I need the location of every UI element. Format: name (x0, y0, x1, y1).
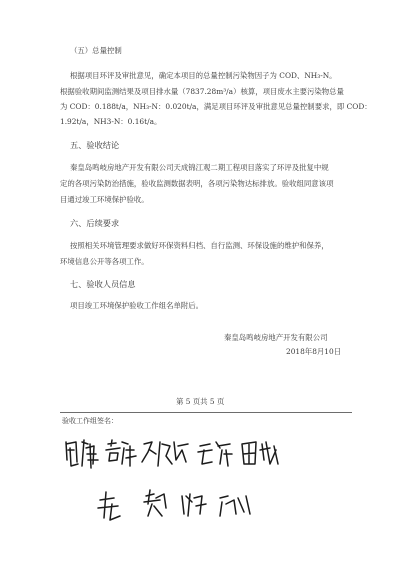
section-heading-follow-up: 六、后续要求 (70, 218, 120, 228)
paragraph-line: 环境信息公开等各项工作。 (60, 257, 149, 266)
paragraph-line: 为 COD：0.188t/a，NH₃-N：0.020t/a，满足项目环评及审批意见总量控制要求，即 COD： (60, 102, 372, 111)
signatory-company: 秦皇岛鸣岐房地产开发有限公司 (224, 333, 328, 342)
signatures-image (60, 420, 352, 548)
sign-label: 验收工作组签名： (62, 417, 118, 425)
paragraph-line: 根据项目环评及审批意见，确定本项目的总量控制污染物因子为 COD、NH₃-N。 (70, 71, 337, 80)
paragraph-line: 按照相关环境管理要求做好环保资料归档、自行监测、环保设施的维护和保养， (70, 241, 329, 250)
paragraph-line: 定的各项污染防治措施，验收监测数据表明，各项污染物达标排放。验收组同意该项 (60, 179, 334, 188)
page-number: 第 5 页共 5 页 (176, 397, 225, 406)
divider (60, 412, 352, 413)
section-heading-total-control: （五）总量控制 (70, 46, 122, 55)
paragraph-line: 根据验收期间监测结果及项目排水量（7837.28m³/a）核算，项目废水主要污染物总量 (60, 87, 344, 96)
section-heading-conclusion: 五、验收结论 (70, 140, 120, 150)
paragraph-line: 项目竣工环境保护验收工作组名单附后。 (70, 301, 204, 310)
paragraph-line: 秦皇岛鸣岐房地产开发有限公司天成锦江观二期工程项目落实了环评及批复中规 (70, 163, 329, 172)
paragraph-line: 1.92t/a，NH3-N：0.16t/a。 (60, 117, 162, 126)
signature-date: 2018年8月10日 (286, 347, 342, 356)
handwritten-signatures (60, 420, 352, 548)
section-heading-personnel: 七、验收人员信息 (70, 279, 136, 289)
paragraph-line: 目通过竣工环境保护验收。 (60, 195, 149, 204)
